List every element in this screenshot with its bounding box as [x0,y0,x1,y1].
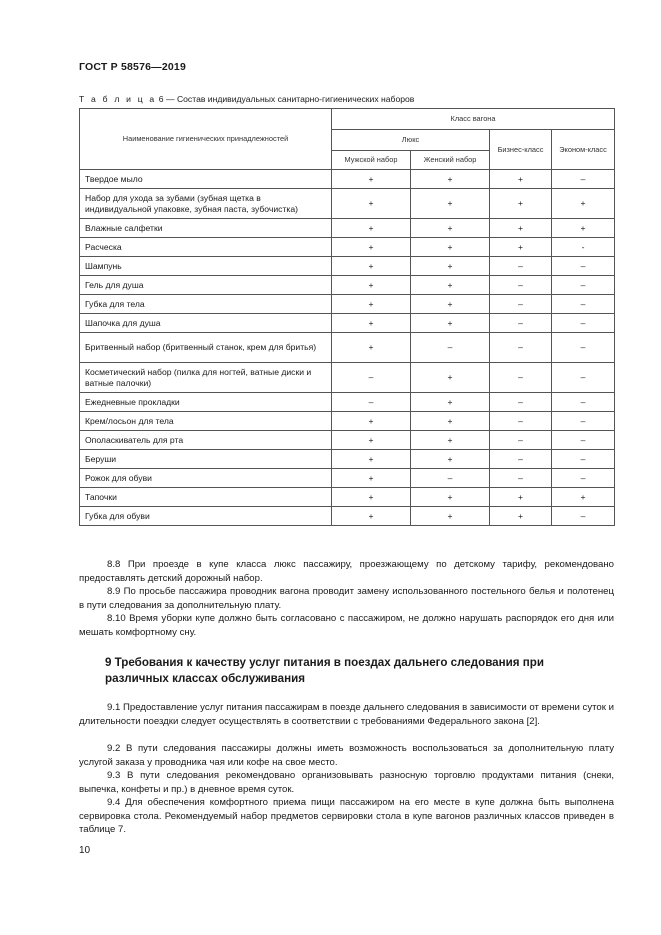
table-caption-text: 6 — Состав индивидуальных санитарно-гигиенических наборов [156,94,415,104]
cell-economy: – [552,314,615,333]
cell-male-kit: – [332,393,411,412]
cell-male-kit: + [332,450,411,469]
cell-female-kit: + [411,295,490,314]
cell-economy: – [552,170,615,189]
paragraph-9-3: 9.3 В пути следования рекомендовано организовывать разносную торговлю продуктами питания (снеки, выпечка, конфеты и пр.) в дневное время суток. [79,770,614,795]
cell-item-name: Ежедневные прокладки [80,393,332,412]
table-row [80,412,615,431]
cell-economy: – [552,333,615,363]
cell-business: + [490,170,552,189]
cell-economy: – [552,393,615,412]
cell-female-kit: + [411,363,490,393]
paragraph-8-10: 8.10 Время уборки купе должно быть согласовано с пассажиром, не должно нарушать распорядок его дня или мешать комфортному сну. [79,613,614,638]
cell-female-kit: + [411,450,490,469]
cell-economy: – [552,469,615,488]
cell-item-name: Губка для обуви [80,507,332,526]
table-row [80,431,615,450]
cell-item-name: Влажные салфетки [80,219,332,238]
column-header-female-kit: Женский набор [411,151,490,170]
cell-male-kit: + [332,469,411,488]
cell-male-kit: + [332,412,411,431]
document-code: ГОСТ Р 58576—2019 [79,61,187,73]
cell-economy: + [552,189,615,219]
column-header-male-kit: Мужской набор [332,151,411,170]
cell-male-kit: + [332,314,411,333]
cell-item-name: Гель для душа [80,276,332,295]
cell-female-kit: + [411,276,490,295]
cell-business: – [490,393,552,412]
cell-item-name: Шампунь [80,257,332,276]
cell-male-kit: + [332,507,411,526]
cell-male-kit: + [332,276,411,295]
cell-item-name: Твердое мыло [80,170,332,189]
cell-economy: – [552,507,615,526]
cell-female-kit: + [411,314,490,333]
table-caption [79,94,414,104]
table-row [80,363,615,393]
cell-item-name: Расческа [80,238,332,257]
cell-economy: - [552,238,615,257]
cell-business: + [490,507,552,526]
cell-business: – [490,276,552,295]
cell-economy: – [552,412,615,431]
cell-male-kit: + [332,189,411,219]
table-row [80,276,615,295]
cell-economy: + [552,488,615,507]
cell-business: + [490,488,552,507]
cell-economy: – [552,295,615,314]
cell-item-name: Губка для тела [80,295,332,314]
paragraph-9-4: 9.4 Для обеспечения комфортного приема пищи пассажиром на его месте в купе должна быть выполнена сервировка стола. Рекомендуемый набор предметов сервировки стола в купе вагонов различных классов приведен в таблице 7. [79,797,614,835]
cell-female-kit: – [411,469,490,488]
table-row [80,314,615,333]
cell-business: – [490,450,552,469]
cell-item-name: Беруши [80,450,332,469]
table-row [80,469,615,488]
cell-female-kit: + [411,412,490,431]
cell-business: + [490,189,552,219]
table-row [80,170,615,189]
cell-business: – [490,314,552,333]
cell-business: – [490,469,552,488]
cell-economy: + [552,219,615,238]
column-header-business: Бизнес-класс [490,130,552,170]
column-header-item-name: Наименование гигиенических принадлежностей [80,109,332,170]
table-row [80,507,615,526]
table-caption-label: Т а б л и ц а [79,94,157,104]
table-row [80,219,615,238]
cell-male-kit: + [332,219,411,238]
cell-item-name: Косметический набор (пилка для ногтей, ватные диски и ватные палочки) [80,363,332,393]
paragraph-8-9: 8.9 По просьбе пассажира проводник вагона проводит замену использованного постельного белья и полотенец в пути следования за дополнительную плату. [79,586,614,611]
cell-female-kit: + [411,393,490,412]
cell-business: – [490,257,552,276]
cell-item-name: Набор для ухода за зубами (зубная щетка в индивидуальной упаковке, зубная паста, зубочистка) [80,189,332,219]
table-row [80,189,615,219]
cell-item-name: Шапочка для душа [80,314,332,333]
cell-female-kit: + [411,170,490,189]
cell-item-name: Ополаскиватель для рта [80,431,332,450]
cell-business: + [490,219,552,238]
cell-female-kit: + [411,238,490,257]
cell-female-kit: + [411,488,490,507]
cell-item-name: Бритвенный набор (бритвенный станок, крем для бритья) [80,333,332,363]
paragraph-9-1: 9.1 Предоставление услуг питания пассажирам в поезде дальнего следования в зависимости от времени суток и длительности поездки следует осуществлять в соответствии с требованиями Федерального закона [2]. [79,702,614,727]
cell-male-kit: + [332,257,411,276]
cell-item-name: Тапочки [80,488,332,507]
cell-economy: – [552,363,615,393]
cell-male-kit: + [332,488,411,507]
cell-economy: – [552,257,615,276]
cell-economy: – [552,276,615,295]
cell-item-name: Рожок для обуви [80,469,332,488]
cell-female-kit: – [411,333,490,363]
cell-male-kit: + [332,333,411,363]
table-row [80,450,615,469]
cell-economy: – [552,431,615,450]
cell-male-kit: + [332,170,411,189]
table-row [80,238,615,257]
cell-item-name: Крем/лосьон для тела [80,412,332,431]
column-header-car-class: Класс вагона [332,109,615,130]
cell-female-kit: + [411,189,490,219]
cell-male-kit: – [332,363,411,393]
cell-male-kit: + [332,431,411,450]
cell-male-kit: + [332,238,411,257]
table-row [80,257,615,276]
cell-business: – [490,363,552,393]
section-9-title: 9 Требования к качеству услуг питания в поездах дальнего следования при различных классах обслуживания [105,656,544,685]
cell-female-kit: + [411,431,490,450]
cell-female-kit: + [411,257,490,276]
hygiene-kits-table [79,108,615,526]
table-body [80,170,615,526]
cell-female-kit: + [411,507,490,526]
cell-male-kit: + [332,295,411,314]
page-number: 10 [79,845,91,856]
cell-female-kit: + [411,219,490,238]
cell-business: + [490,238,552,257]
paragraph-8-8: 8.8 При проезде в купе класса люкс пассажиру, проезжающему по детскому тарифу, рекомендовано предоставлять детский дорожный набор. [79,559,614,584]
column-header-economy: Эконом-класс [552,130,615,170]
cell-business: – [490,333,552,363]
cell-economy: – [552,450,615,469]
paragraph-9-2: 9.2 В пути следования пассажиры должны иметь возможность воспользоваться за дополнительную плату услугой заказа у проводника чая или кофе на свое место. [79,743,614,768]
cell-business: – [490,412,552,431]
table-row [80,333,615,363]
table-row [80,295,615,314]
cell-business: – [490,431,552,450]
table-row [80,393,615,412]
cell-business: – [490,295,552,314]
table-row [80,488,615,507]
column-header-lux: Люкс [332,130,490,151]
